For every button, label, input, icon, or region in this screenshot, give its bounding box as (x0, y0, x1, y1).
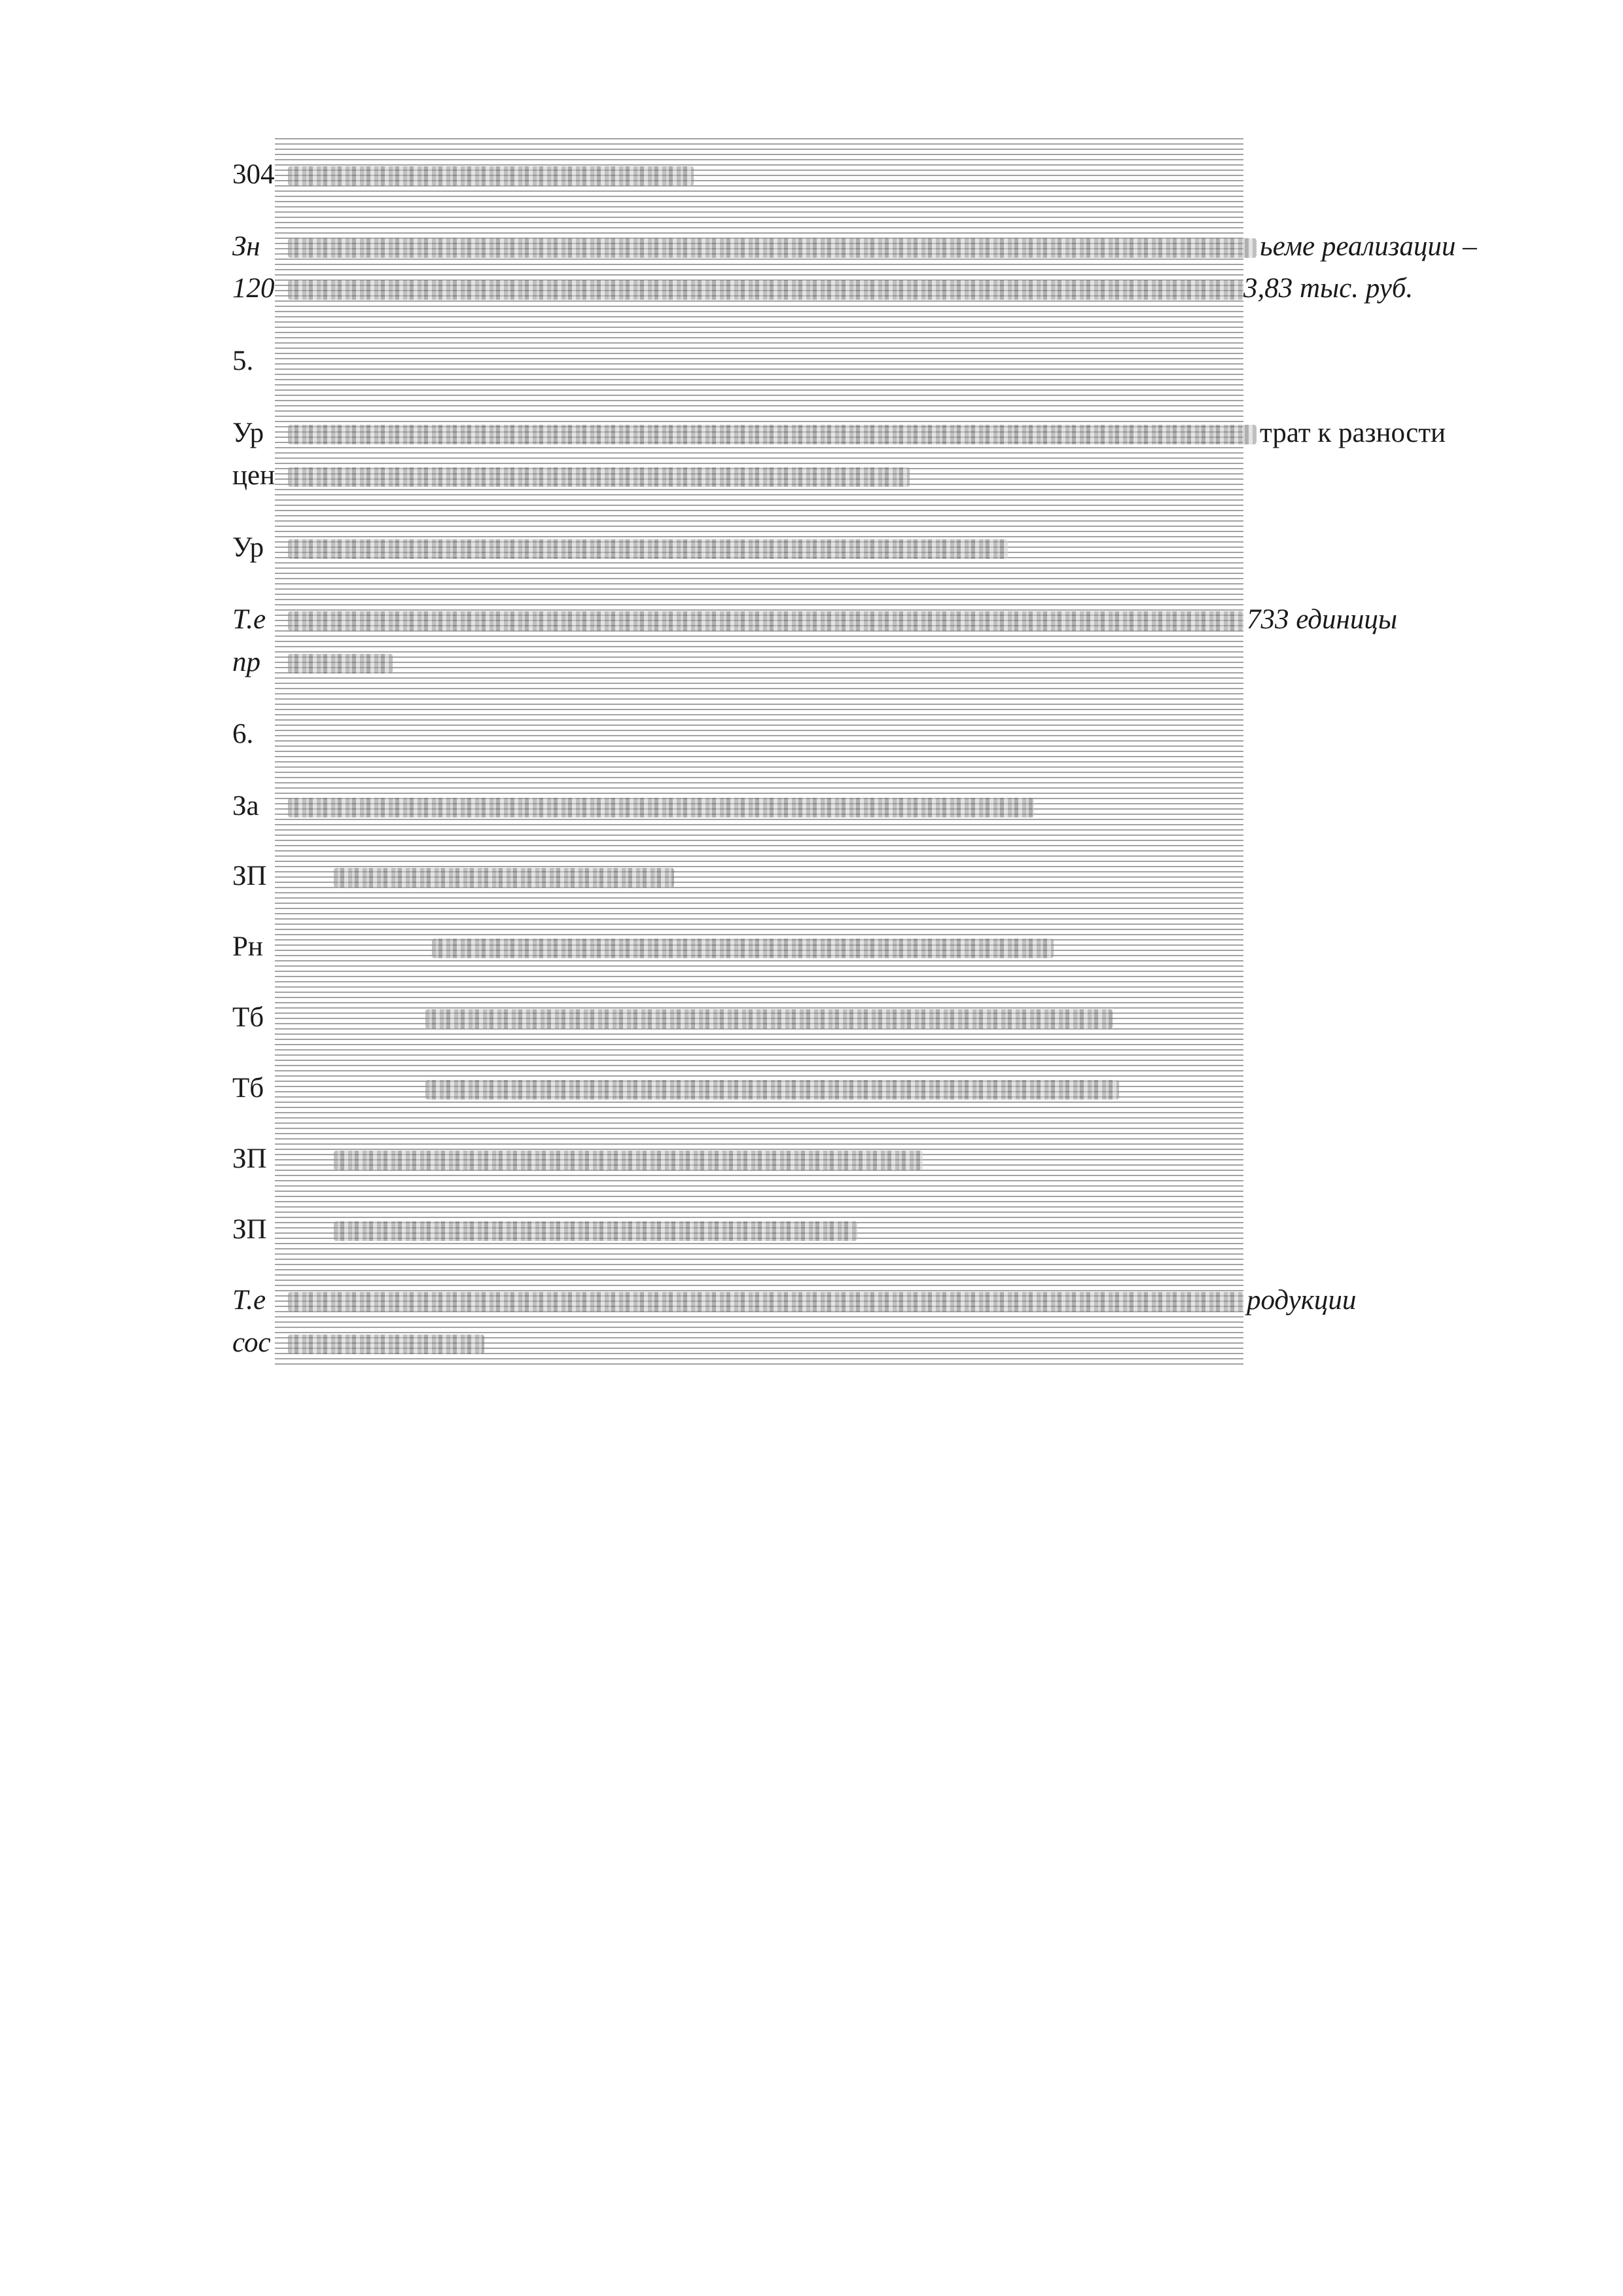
text-line-19: сос (232, 1327, 271, 1358)
text-line-5-start: Ур (232, 418, 264, 448)
text-line-13: Рн (232, 931, 263, 962)
obscured-text (288, 654, 393, 673)
obscured-text (425, 1009, 1113, 1029)
obscured-text (288, 539, 1008, 559)
text-line-18-start: Т.е (232, 1285, 266, 1316)
obscured-text (334, 1221, 857, 1241)
obscured-text (288, 280, 1243, 300)
obscured-text (432, 939, 1054, 958)
obscured-text (288, 1335, 484, 1354)
obscured-text (288, 166, 694, 186)
text-line-18-end: родукции (1247, 1285, 1357, 1316)
text-line-8-start: Т.е (232, 604, 266, 635)
text-line-2-end: ьеме реализации – (1260, 231, 1477, 262)
text-line-16: ЗП (232, 1143, 267, 1174)
text-line-2-start: Зн (232, 231, 260, 262)
text-line-7: Ур (232, 532, 264, 563)
text-line-1: 304 (232, 159, 275, 190)
text-line-11: За (232, 791, 259, 821)
obscured-text (334, 868, 674, 888)
text-line-14: Тб (232, 1002, 264, 1033)
obscured-text (288, 798, 1034, 817)
obscured-text (288, 1292, 1243, 1312)
text-line-12: ЗП (232, 861, 267, 891)
obscured-text (288, 467, 910, 487)
text-line-17: ЗП (232, 1214, 267, 1245)
text-line-3-end: 3,83 тыс. руб. (1243, 273, 1414, 304)
obscured-text (288, 611, 1243, 631)
obscured-text (425, 1080, 1119, 1100)
text-line-6: цен (232, 460, 276, 491)
obscured-text (334, 1151, 923, 1170)
obscured-text (288, 238, 1257, 258)
redaction-overlay (275, 134, 1243, 1365)
text-line-15: Тб (232, 1073, 264, 1103)
text-line-9: пр (232, 647, 260, 677)
obscured-text (288, 425, 1257, 444)
text-line-10: 6. (232, 719, 254, 749)
text-line-3-start: 120 (232, 273, 275, 304)
text-line-4: 5. (232, 346, 254, 376)
text-line-8-end: 733 единицы (1247, 604, 1397, 635)
text-line-5-end: трат к разности (1260, 418, 1446, 448)
